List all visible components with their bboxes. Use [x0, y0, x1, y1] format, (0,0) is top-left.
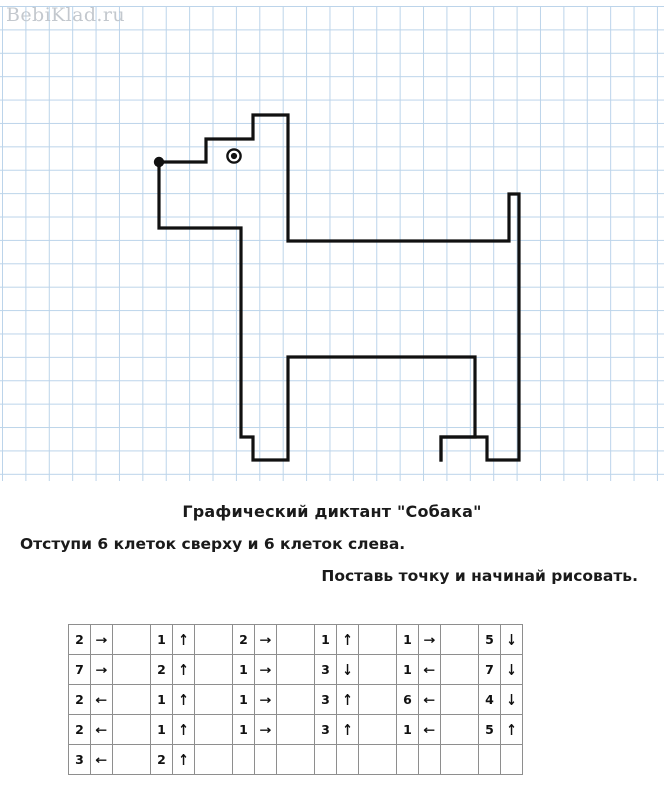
arrow-right-icon: →	[419, 625, 441, 655]
table-row	[69, 715, 523, 745]
arrow-up-icon: ↑	[173, 625, 195, 655]
step-count: 1	[233, 715, 255, 745]
step-count: 1	[397, 625, 419, 655]
spacer-cell	[441, 715, 479, 745]
step-count: 5	[479, 715, 501, 745]
arrow-down-icon: ↓	[501, 655, 523, 685]
step-count: 3	[69, 745, 91, 775]
spacer-cell	[359, 715, 397, 745]
arrow-down-icon: ↓	[337, 655, 359, 685]
empty-cell	[337, 745, 359, 775]
spacer-cell	[195, 655, 233, 685]
table-row	[69, 655, 523, 685]
step-count: 1	[151, 625, 173, 655]
spacer-cell	[113, 625, 151, 655]
step-count: 2	[151, 655, 173, 685]
spacer-cell	[277, 685, 315, 715]
spacer-cell	[277, 625, 315, 655]
spacer-cell	[441, 685, 479, 715]
step-count: 1	[233, 685, 255, 715]
step-count: 3	[315, 685, 337, 715]
step-count: 2	[69, 715, 91, 745]
step-count: 1	[151, 685, 173, 715]
caption-block	[0, 498, 664, 585]
step-count: 6	[397, 685, 419, 715]
arrow-right-icon: →	[91, 655, 113, 685]
arrow-left-icon: ←	[419, 655, 441, 685]
watermark-text: BebiKlad.ru	[6, 4, 125, 26]
arrow-up-icon: ↑	[337, 685, 359, 715]
spacer-cell	[195, 745, 233, 775]
spacer-cell	[441, 655, 479, 685]
spacer-cell	[359, 655, 397, 685]
step-count	[397, 745, 419, 775]
eye-pupil-icon	[231, 153, 237, 159]
page-title: Графический диктант "Собака"	[182, 502, 482, 521]
arrow-right-icon: →	[255, 715, 277, 745]
step-count: 2	[233, 625, 255, 655]
empty-cell	[255, 745, 277, 775]
instruction-line-2: Поставь точку и начинай рисовать.	[321, 567, 638, 585]
step-count: 4	[479, 685, 501, 715]
arrow-right-icon: →	[255, 655, 277, 685]
step-count	[315, 745, 337, 775]
table-row	[69, 625, 523, 655]
empty-cell	[501, 745, 523, 775]
steps-table	[68, 624, 523, 775]
spacer-cell	[195, 715, 233, 745]
spacer-cell	[113, 745, 151, 775]
arrow-left-icon: ←	[91, 685, 113, 715]
spacer-cell	[441, 625, 479, 655]
arrow-right-icon: →	[91, 625, 113, 655]
instruction-line-1: Отступи 6 клеток сверху и 6 клеток слева.	[20, 535, 406, 553]
spacer-cell	[195, 685, 233, 715]
step-count: 1	[397, 655, 419, 685]
arrow-up-icon: ↑	[337, 715, 359, 745]
step-count: 3	[315, 655, 337, 685]
arrow-up-icon: ↑	[173, 655, 195, 685]
arrow-right-icon: →	[255, 625, 277, 655]
start-dot	[154, 157, 164, 167]
step-count: 1	[397, 715, 419, 745]
spacer-cell	[359, 745, 397, 775]
steps-table-body	[69, 625, 523, 775]
spacer-cell	[113, 655, 151, 685]
step-count: 7	[479, 655, 501, 685]
step-count: 2	[69, 685, 91, 715]
spacer-cell	[195, 625, 233, 655]
step-count: 1	[151, 715, 173, 745]
spacer-cell	[277, 745, 315, 775]
arrow-up-icon: ↑	[173, 745, 195, 775]
step-count	[233, 745, 255, 775]
empty-cell	[419, 745, 441, 775]
arrow-left-icon: ←	[419, 715, 441, 745]
arrow-right-icon: →	[255, 685, 277, 715]
arrow-up-icon: ↑	[501, 715, 523, 745]
step-count: 2	[151, 745, 173, 775]
arrow-left-icon: ←	[91, 745, 113, 775]
spacer-cell	[359, 685, 397, 715]
arrow-up-icon: ↑	[173, 715, 195, 745]
step-count	[479, 745, 501, 775]
spacer-cell	[277, 655, 315, 685]
spacer-cell	[359, 625, 397, 655]
spacer-cell	[441, 745, 479, 775]
spacer-cell	[277, 715, 315, 745]
step-count: 2	[69, 625, 91, 655]
table-row	[69, 685, 523, 715]
arrow-left-icon: ←	[419, 685, 441, 715]
arrow-down-icon: ↓	[501, 625, 523, 655]
step-count: 5	[479, 625, 501, 655]
step-count: 1	[315, 625, 337, 655]
step-count: 3	[315, 715, 337, 745]
table-row	[69, 745, 523, 775]
arrow-left-icon: ←	[91, 715, 113, 745]
arrow-up-icon: ↑	[173, 685, 195, 715]
spacer-cell	[113, 715, 151, 745]
spacer-cell	[113, 685, 151, 715]
step-count: 7	[69, 655, 91, 685]
step-count: 1	[233, 655, 255, 685]
arrow-up-icon: ↑	[337, 625, 359, 655]
arrow-down-icon: ↓	[501, 685, 523, 715]
